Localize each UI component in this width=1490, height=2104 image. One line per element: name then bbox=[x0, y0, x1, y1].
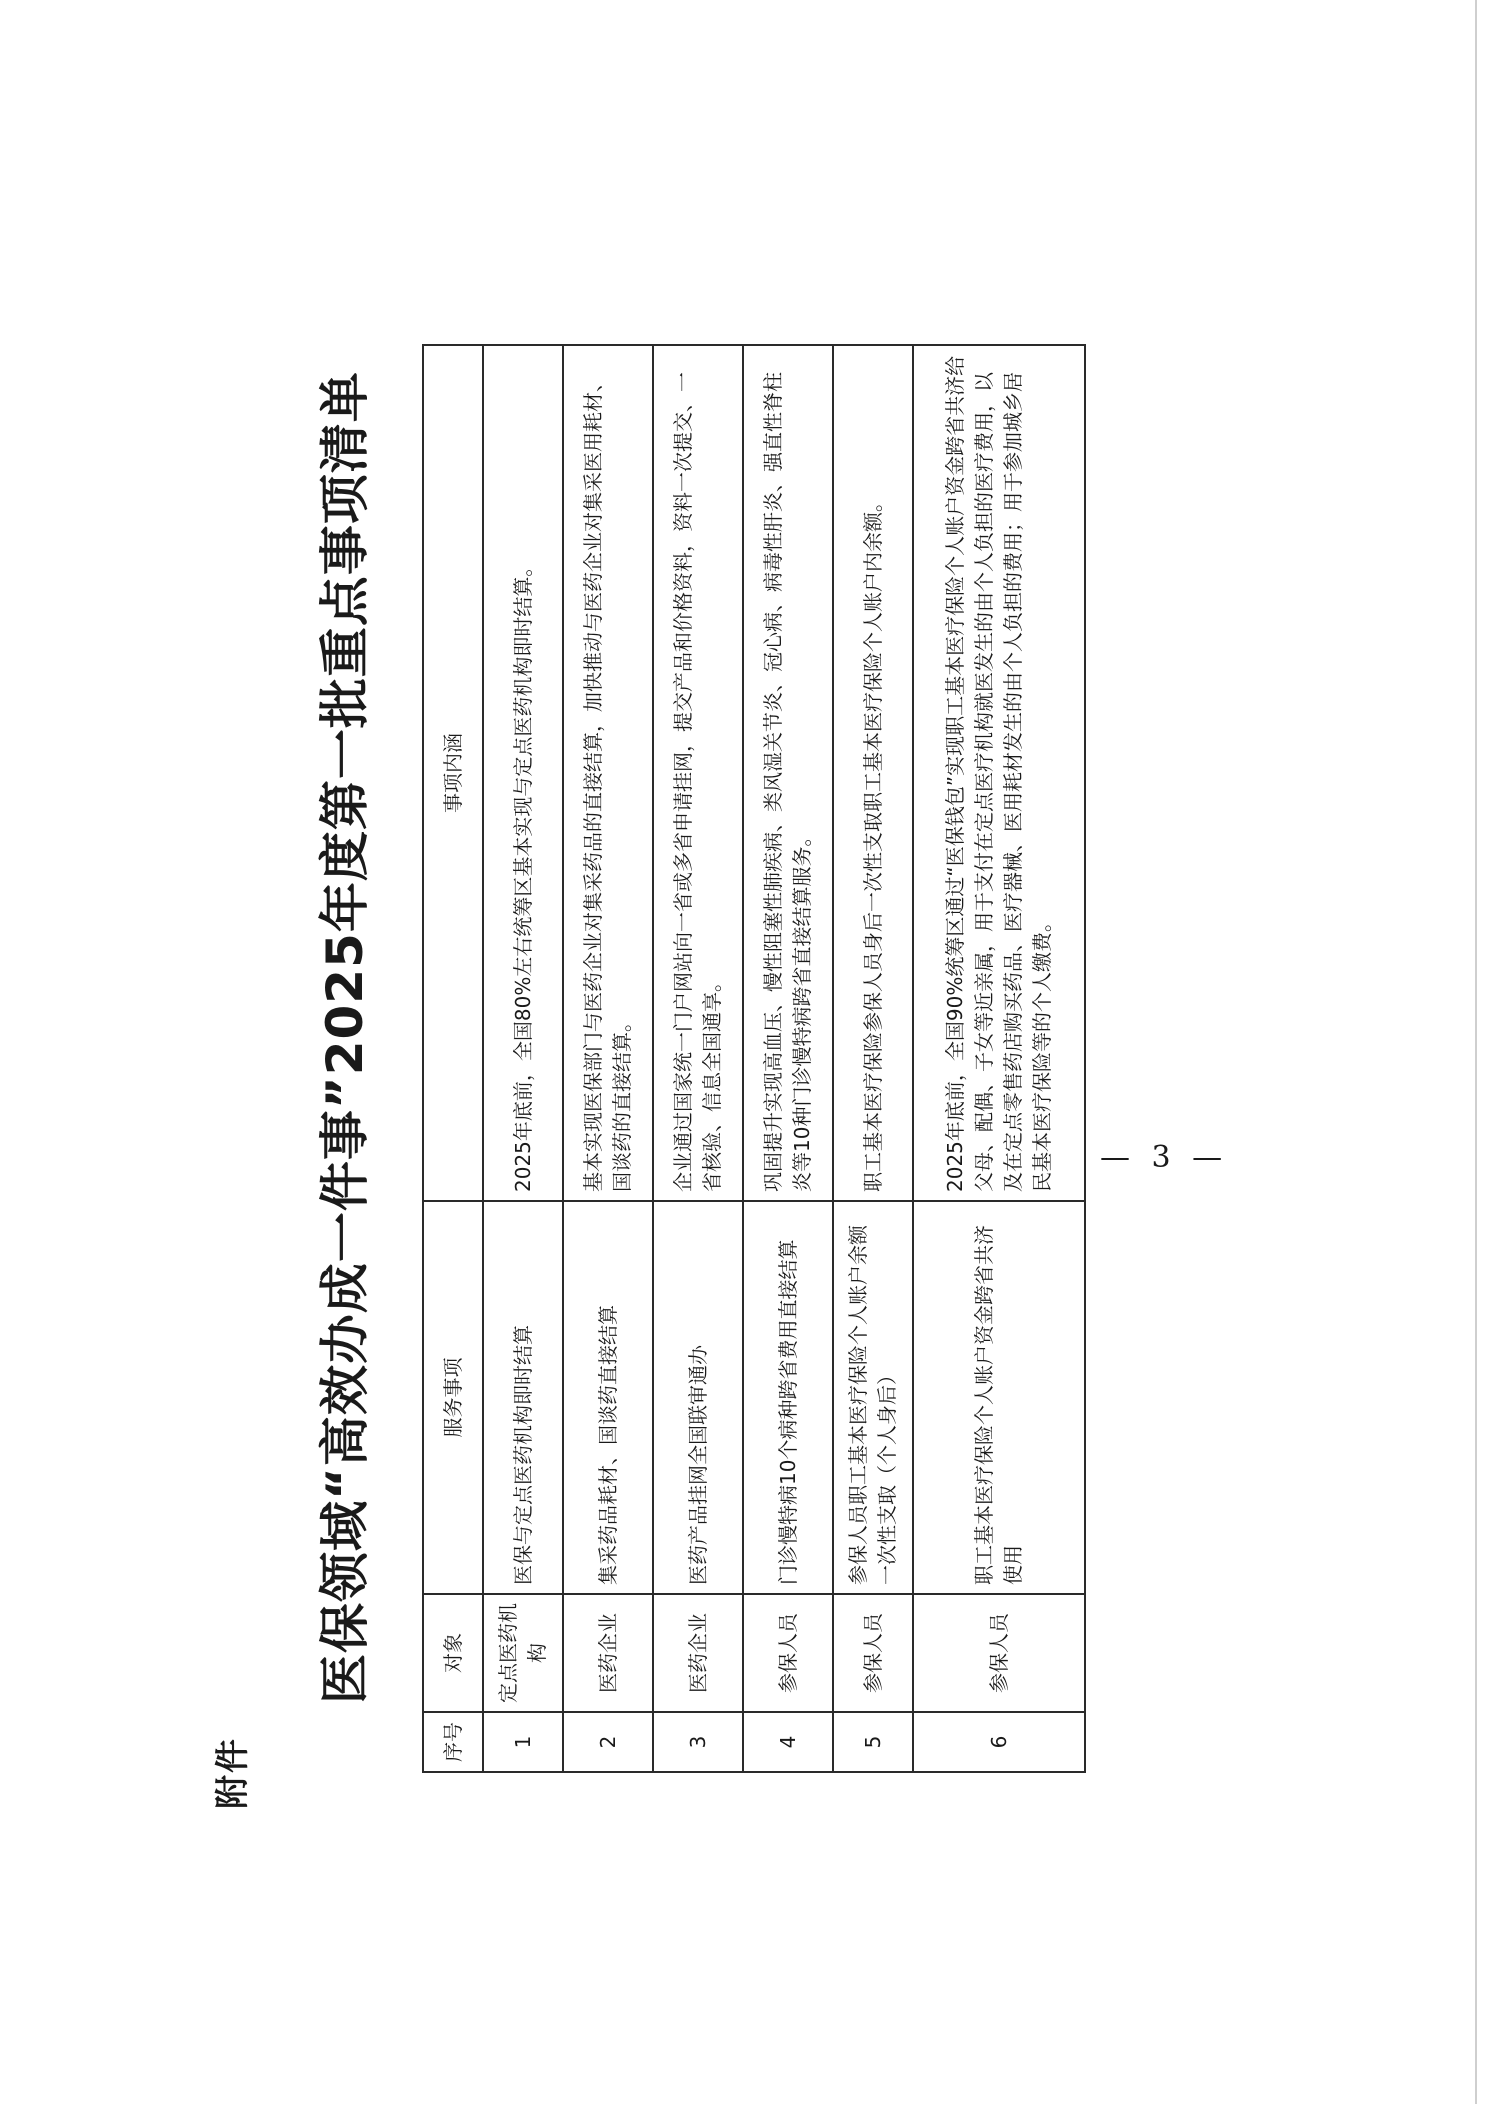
row-content: 企业通过国家统一门户网站向一省或多省申请挂网，提交产品和价格资料，资料一次提交、一省核验、信息全国通享。 bbox=[653, 345, 743, 1201]
header-object: 对象 bbox=[423, 1594, 483, 1712]
row-service: 职工基本医疗保险个人账户资金跨省共济使用 bbox=[913, 1201, 1085, 1594]
header-content: 事项内涵 bbox=[423, 345, 483, 1201]
header-service: 服务事项 bbox=[423, 1201, 483, 1594]
row-object: 参保人员 bbox=[743, 1594, 833, 1712]
table-row bbox=[913, 345, 1085, 1772]
table-header-row bbox=[423, 345, 483, 1772]
row-content: 2025年底前，全国80%左右统筹区基本实现与定点医药机构即时结算。 bbox=[483, 345, 563, 1201]
row-no: 5 bbox=[833, 1712, 913, 1772]
row-object: 医药企业 bbox=[653, 1594, 743, 1712]
row-content: 基本实现医保部门与医药企业对集采药品的直接结算，加快推动与医药企业对集采医用耗材、国谈药的直接结算。 bbox=[563, 345, 653, 1201]
items-table bbox=[422, 344, 1086, 1773]
table-row bbox=[833, 345, 913, 1772]
row-content: 职工基本医疗保险参保人员身后一次性支取职工基本医疗保险个人账户内余额。 bbox=[833, 345, 913, 1201]
row-service: 集采药品耗材、国谈药直接结算 bbox=[563, 1201, 653, 1594]
row-no: 3 bbox=[653, 1712, 743, 1772]
table-row bbox=[743, 345, 833, 1772]
table-row bbox=[483, 345, 563, 1772]
header-no: 序号 bbox=[423, 1712, 483, 1772]
table-row bbox=[653, 345, 743, 1772]
table-row bbox=[563, 345, 653, 1772]
row-content: 2025年底前，全国90%统筹区通过“医保钱包”实现职工基本医疗保险个人账户资金跨省共济给父母、配偶、子女等近亲属，用于支付在定点医疗机构就医发生的由个人负担的医疗费用，以及在定点零售药店购买药品、医疗器械、医用耗材发生的由个人负担的费用；用于参加城乡居民基本医疗保险等的个人缴费。 bbox=[913, 345, 1085, 1201]
row-no: 2 bbox=[563, 1712, 653, 1772]
row-object: 医药企业 bbox=[563, 1594, 653, 1712]
row-service: 参保人员职工基本医疗保险个人账户余额一次性支取（个人身后） bbox=[833, 1201, 913, 1594]
row-content: 巩固提升实现高血压、慢性阻塞性肺疾病、类风湿关节炎、冠心病、病毒性肝炎、强直性脊柱炎等10种门诊慢特病跨省直接结算服务。 bbox=[743, 345, 833, 1201]
row-service: 医保与定点医药机构即时结算 bbox=[483, 1201, 563, 1594]
row-service: 门诊慢特病10个病种跨省费用直接结算 bbox=[743, 1201, 833, 1594]
row-no: 1 bbox=[483, 1712, 563, 1772]
page-number: — 3 — bbox=[1100, 1140, 1229, 1175]
row-no: 4 bbox=[743, 1712, 833, 1772]
attachment-label: 附件 bbox=[213, 1737, 253, 1809]
document-title: 医保领域“高效办成一件事”2025年度第一批重点事项清单 bbox=[316, 371, 374, 1704]
row-object: 参保人员 bbox=[833, 1594, 913, 1712]
row-no: 6 bbox=[913, 1712, 1085, 1772]
row-object: 参保人员 bbox=[913, 1594, 1085, 1712]
row-object: 定点医药机构 bbox=[483, 1594, 563, 1712]
row-service: 医药产品挂网全国联审通办 bbox=[653, 1201, 743, 1594]
